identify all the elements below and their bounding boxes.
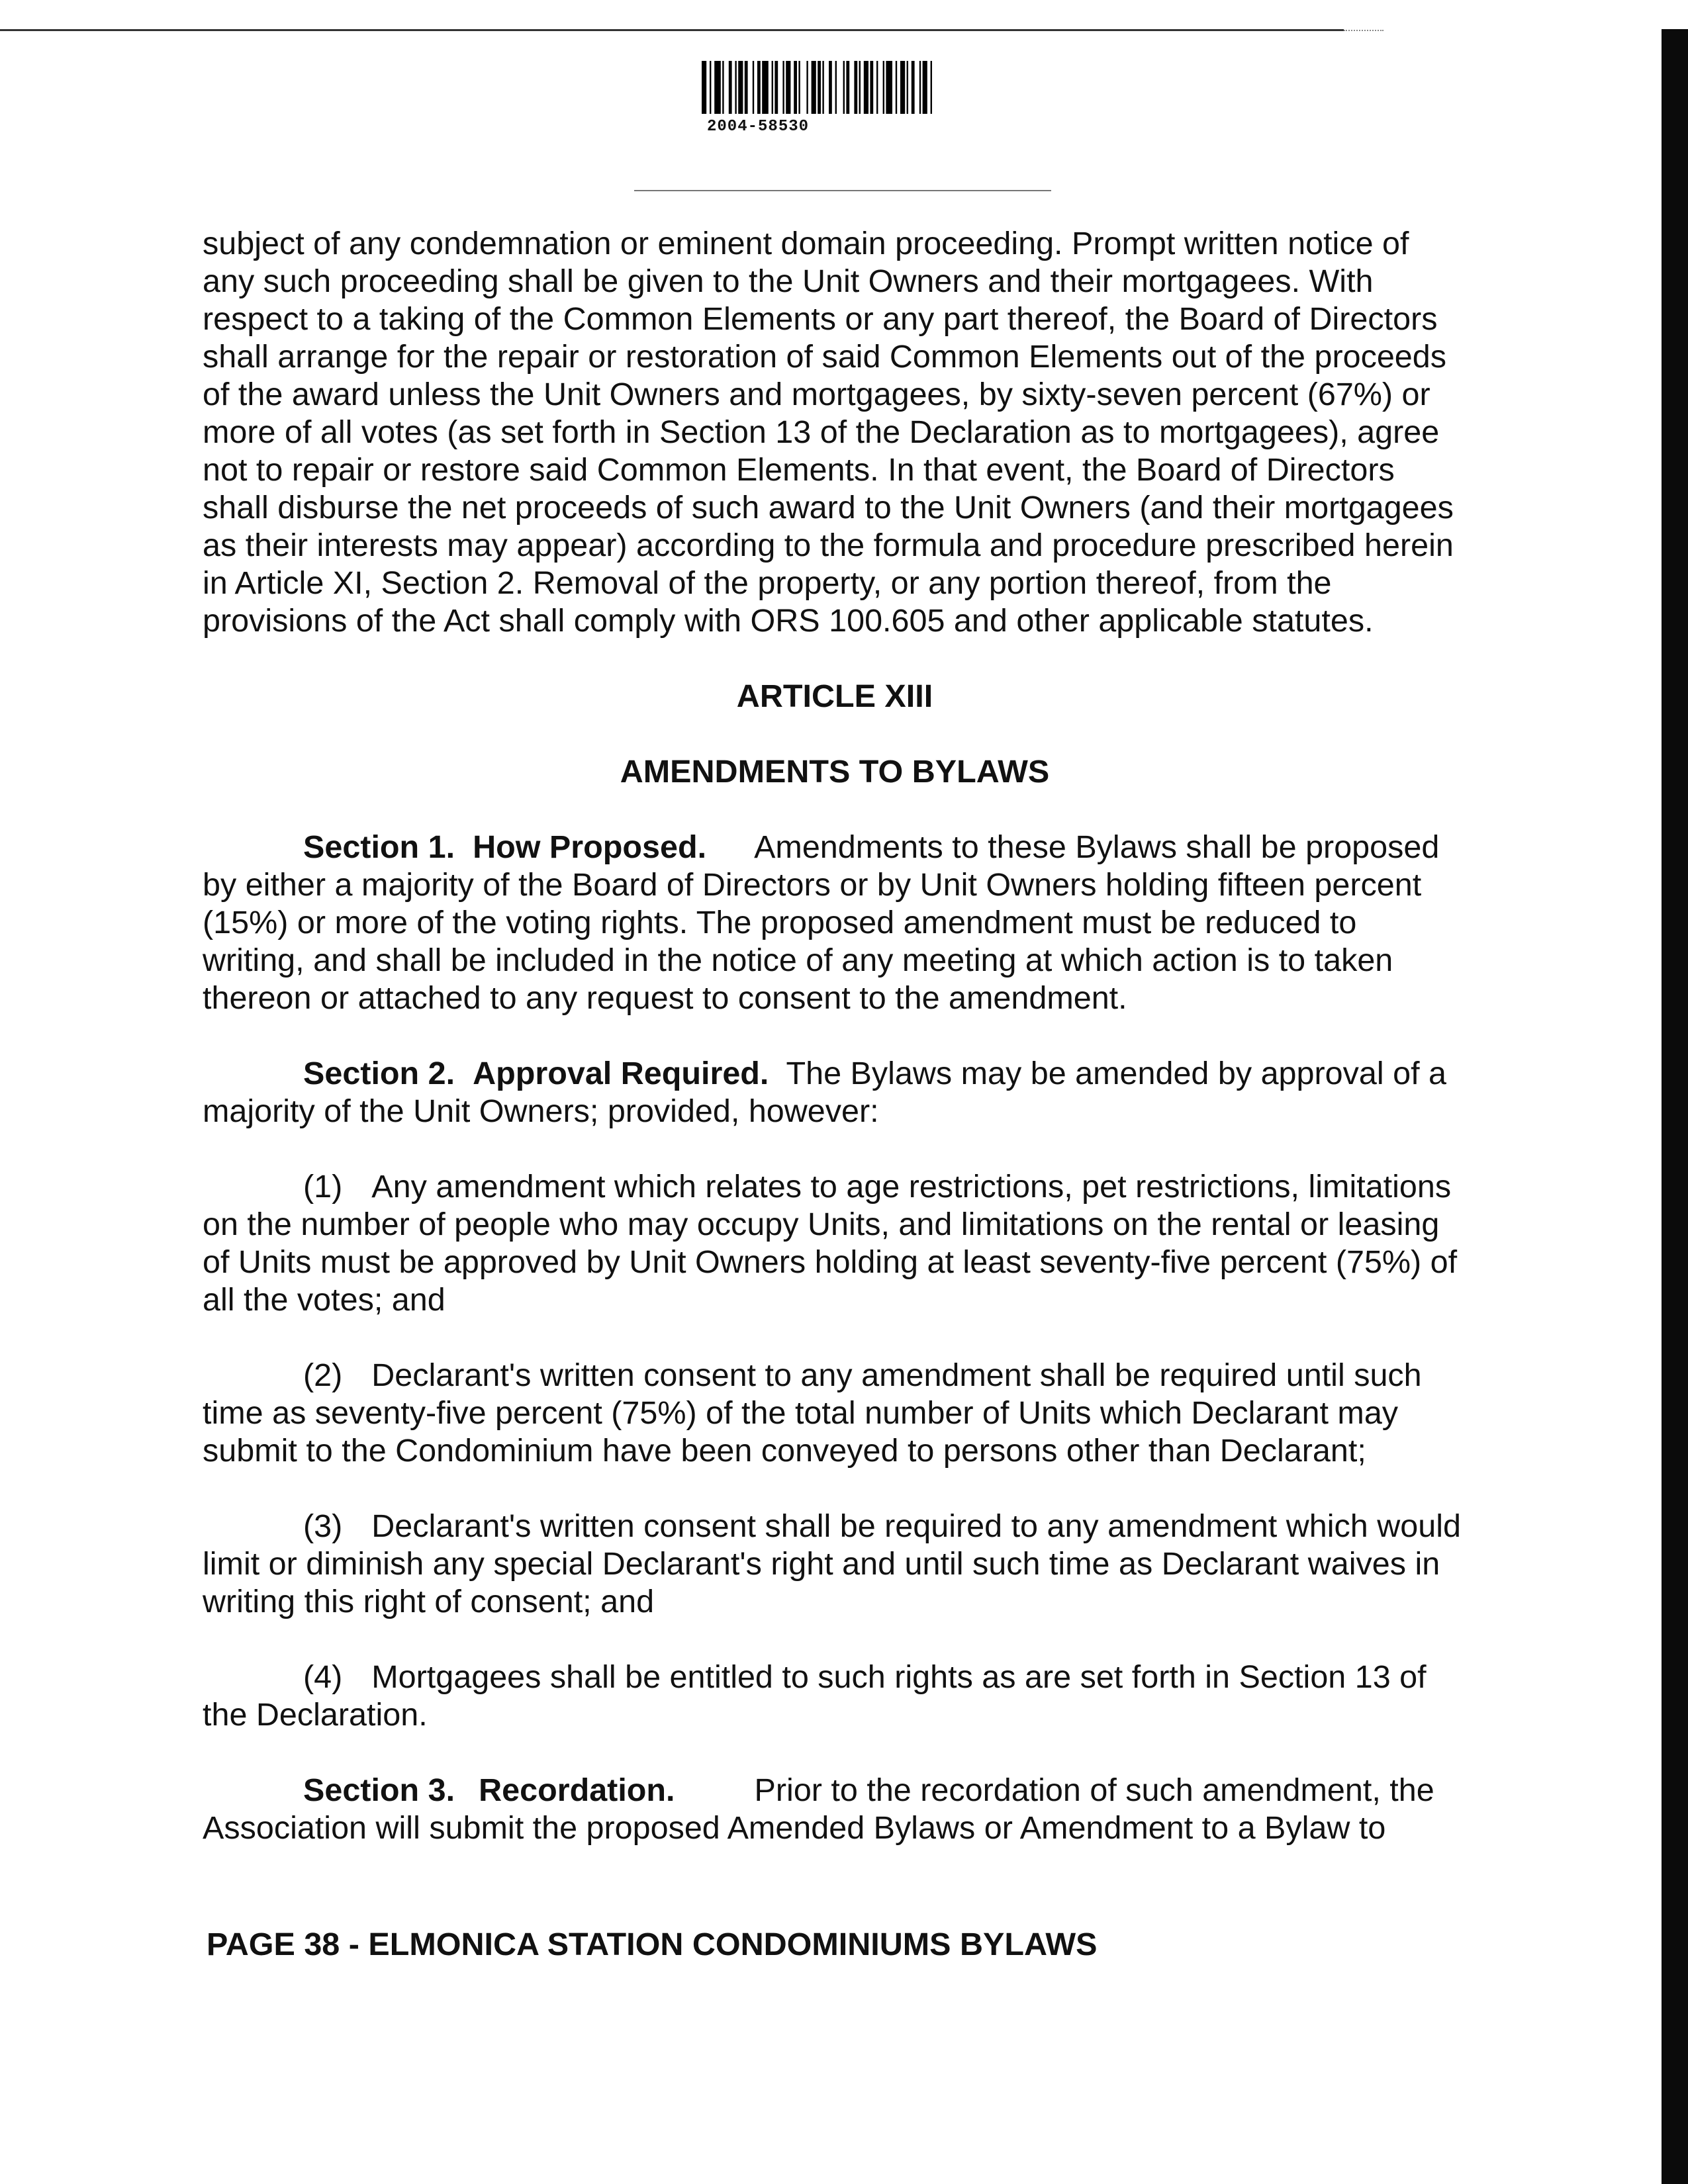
barcode-bar (757, 61, 761, 114)
intro-paragraph: subject of any condemnation or eminent domain proceeding. Prompt written notice of any such proceeding shall be given to the Unit Owners and their mortgagees. With respect to a taking of the Common Elements or any part thereof, the Board of Directors shall arrange for the repair or restoration of said Common Elements out of the proceeds of the award unless the Unit Owners and mortgagees, by sixty-seven percent (67%) or more of all votes (as set forth in Section 13 of the Declaration as to mortgagees), agree not to repair or restore said Common Elements. In that event, the Board of Directors shall disburse the net proceeds of such award to the Unit Owners (and their mortgagees as their interests may appear) according to the formula and procedure prescribed herein in Article XI, Section 2. Removal of the property, or any portion thereof, from the provisions of the Act shall comply with ORS 100.605 and other applicable statutes. (203, 226, 1454, 639)
section-2-item-3 (203, 1508, 1467, 1621)
recording-barcode (702, 61, 1006, 140)
barcode-bar (919, 61, 921, 114)
barcode-bar (794, 61, 797, 114)
barcode-bar (822, 61, 823, 114)
section-3-title: Recordation. (479, 1772, 675, 1808)
scan-top-border-faint (1344, 30, 1383, 32)
barcode-bar (710, 61, 711, 114)
article-title: AMENDMENTS TO BYLAWS (620, 754, 1050, 790)
item-1-text: Any amendment which relates to age restrictions, pet restrictions, limitations on the number of people who may occupy Units, and limitations on the rental or leasing of Units must be approved by Unit Owners holding at least seventy-five percent (75%) of all the votes; and (203, 1169, 1458, 1318)
barcode-bar (912, 61, 915, 114)
section-2-title: Approval Required. (473, 1056, 769, 1091)
section-2-item-1 (203, 1168, 1467, 1319)
barcode-bar (846, 61, 849, 114)
item-3-label: (3) (303, 1508, 343, 1544)
barcode-bar (818, 61, 821, 114)
barcode-bar (738, 61, 743, 114)
item-2-text: Declarant's written consent to any amendment shall be required until such time as seventy-five percent (75%) of the total number of Units which Declarant may submit to the Condominium have been conveyed to persons other than Declarant; (203, 1357, 1422, 1469)
barcode-bar (829, 61, 832, 114)
section-2 (203, 1055, 1467, 1130)
scan-top-border (0, 29, 1344, 31)
barcode-bar (786, 61, 790, 114)
barcode-bar (702, 61, 706, 114)
barcode-bar (896, 61, 897, 114)
barcode-bar (774, 61, 778, 114)
item-4-label: (4) (303, 1659, 343, 1695)
barcode-bar (876, 61, 878, 114)
barcode-bar (835, 61, 837, 114)
barcode-bar (931, 61, 932, 114)
barcode-bar (859, 61, 861, 114)
barcode-bar (762, 61, 769, 114)
section-1-title: How Proposed. (473, 829, 707, 865)
barcode-bar (900, 61, 905, 114)
barcode-bar (883, 61, 884, 114)
page-footer: PAGE 38 - ELMONICA STATION CONDOMINIUMS BYLAWS (207, 1927, 1098, 1962)
header-rule (634, 190, 1051, 191)
section-3 (203, 1772, 1467, 1847)
item-2-label: (2) (303, 1357, 343, 1393)
barcode-bar (735, 61, 736, 114)
barcode-bar (714, 61, 721, 114)
item-3-text: Declarant's written consent shall be required to any amendment which would limit or diminish any special Declarant's right and until such time as Declarant waives in writing this right of consent; and (203, 1508, 1461, 1619)
barcode-bar (722, 61, 724, 114)
barcode-bar (812, 61, 816, 114)
section-2-item-4 (203, 1659, 1467, 1734)
barcode-bar (843, 61, 845, 114)
barcode-bar (854, 61, 857, 114)
barcode-bars (702, 61, 1006, 114)
barcode-bar (782, 61, 784, 114)
section-2-number: Section 2. (303, 1056, 455, 1091)
barcode-number: 2004-58530 (707, 118, 810, 136)
section-1-number: Section 1. (303, 829, 455, 865)
barcode-bar (772, 61, 773, 114)
section-2-item-2 (203, 1357, 1467, 1470)
barcode-bar (753, 61, 754, 114)
section-1 (203, 829, 1467, 1017)
page-body (203, 225, 1467, 1847)
section-3-text: Prior to the recordation of such amendment, the Association will submit the proposed Amended Bylaws or Amendment to a Bylaw to (203, 1772, 1434, 1846)
item-1-label: (1) (303, 1169, 343, 1205)
section-1-text: Amendments to these Bylaws shall be proposed by either a majority of the Board of Directors or by Unit Owners holding fifteen percent (15%) or more of the voting rights. The proposed amendment must be reduced to writing, and shall be included in the notice of any meeting at which action is to taken thereon or attached to any request to consent to the amendment. (203, 829, 1440, 1016)
barcode-bar (798, 61, 800, 114)
barcode-bar (729, 61, 732, 114)
item-4-text: Mortgagees shall be entitled to such rights as are set forth in Section 13 of the Declaration. (203, 1659, 1427, 1733)
section-2-text: The Bylaws may be amended by approval of a majority of the Unit Owners; provided, however: (203, 1056, 1446, 1129)
barcode-bar (870, 61, 873, 114)
barcode-bar (907, 61, 908, 114)
barcode-bar (923, 61, 927, 114)
article-heading: ARTICLE XIII (736, 678, 933, 714)
barcode-bar (745, 61, 748, 114)
barcode-bar (864, 61, 868, 114)
section-3-number: Section 3. (303, 1772, 455, 1808)
scan-right-edge (1662, 29, 1688, 2184)
barcode-bar (886, 61, 892, 114)
barcode-bar (806, 61, 808, 114)
